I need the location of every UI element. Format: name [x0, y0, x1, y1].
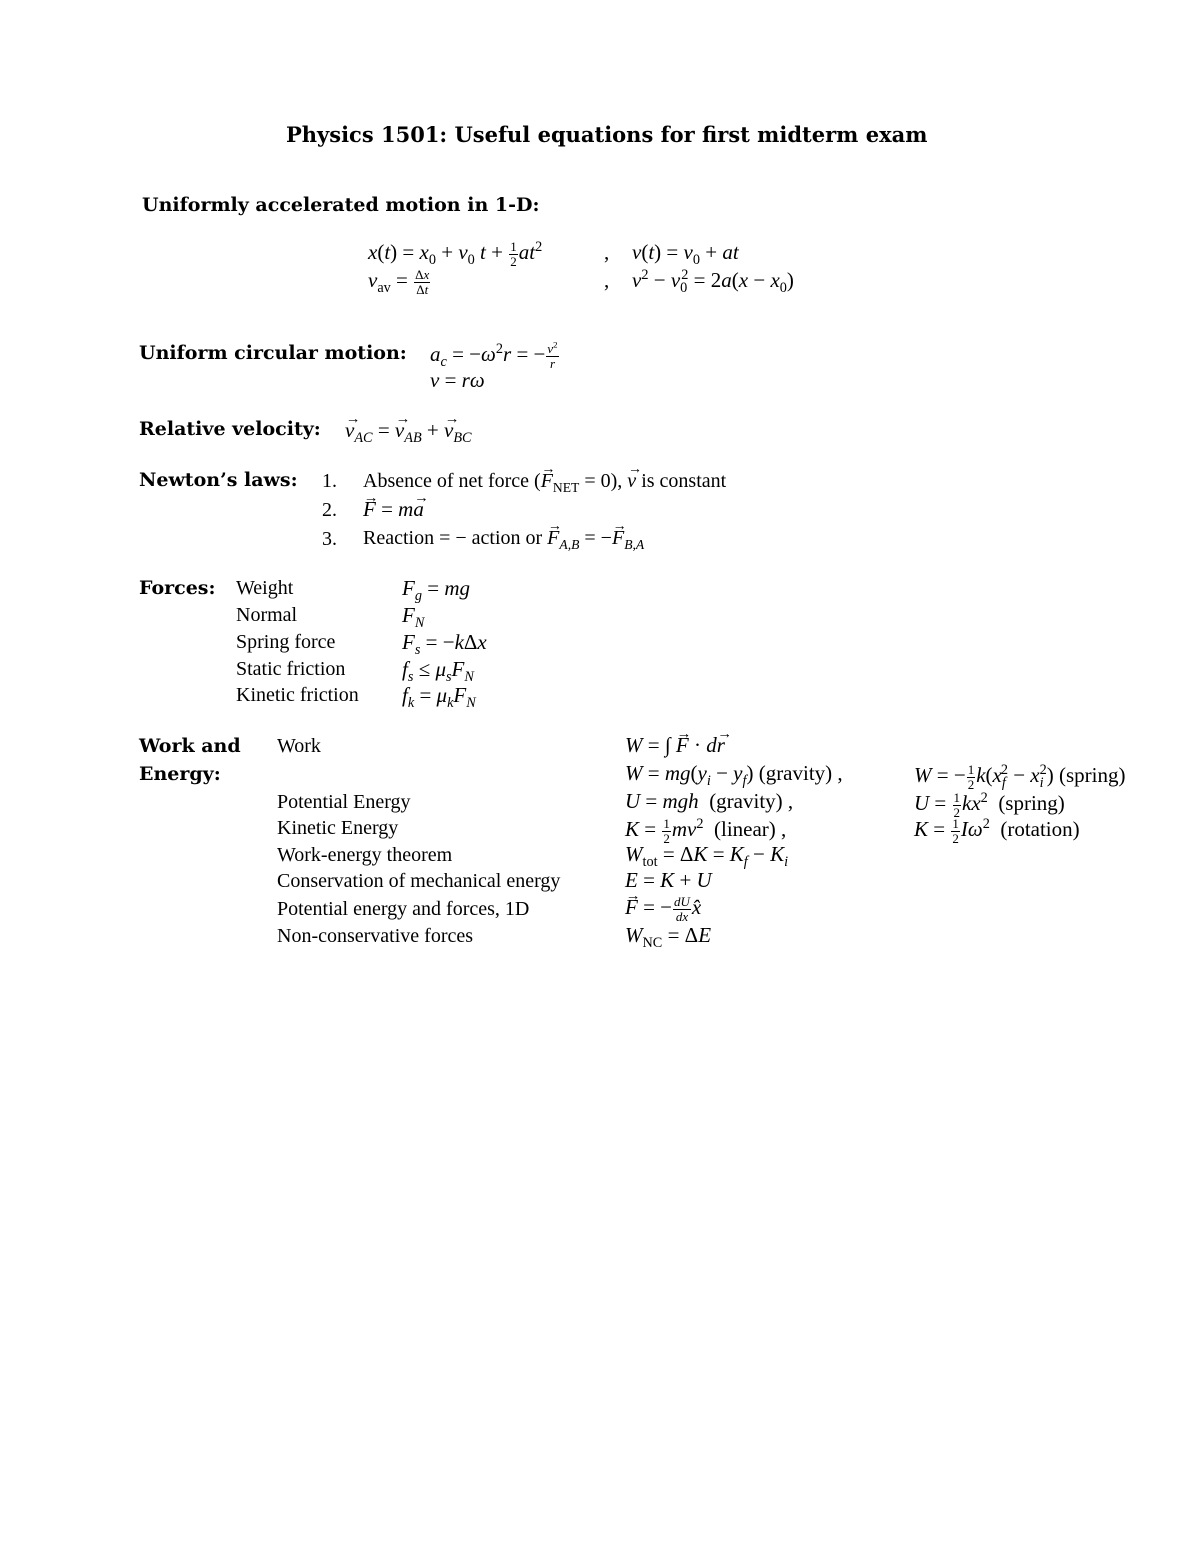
velocity-equation: $v(t) = v_0$ + at [632, 240, 739, 269]
force-name: Weight [236, 577, 294, 599]
normal-force-equation: $F_N$ [402, 603, 425, 632]
mechanical-energy-equation: E = K + U [625, 868, 712, 892]
work-gravity-equation: $W = mg(y_i - y_f)$ (gravity) , [625, 761, 843, 790]
energy-row-name: Non-conservative forces [277, 925, 474, 947]
non-conservative-work-equation: $W_{NC} = \Delta E$ [625, 923, 712, 952]
centripetal-acceleration-equation: $a_c = -\omega^2r$ = − $\frac{v^2}{r}$ [430, 339, 558, 371]
average-velocity-equation: $v_{av}$ = $\frac{\Delta x}{\Delta t}$ [368, 267, 430, 297]
work-energy-theorem-equation: $W_{tot} = \Delta K = K_f - K_i$ [625, 842, 789, 871]
law-number: 3. [322, 528, 337, 550]
law-number: 1. [322, 470, 337, 492]
forces-heading: Forces: [139, 577, 216, 599]
energy-row-name: Work-energy theorem [277, 844, 453, 866]
energy-row-name: Conservation of mechanical energy [277, 870, 561, 892]
kinematics-heading: Uniformly accelerated motion in 1-D: [142, 194, 540, 216]
force-from-potential-equation: → F = − $\frac{dU}{dx}$ x̂ [625, 895, 701, 923]
newton-third-law: Reaction = − action or → $F_{A,B}$ = −→ $F_{B,A}$ [363, 528, 644, 548]
relative-velocity-equation: → $v_{AC}$ = → $v_{AB}$ + → $v_{BC}$ [345, 420, 472, 441]
energy-heading-line2: Energy: [139, 763, 221, 785]
position-equation: $x(t) = x_0 + v_0$ t + $\frac{1}{2}$ $at^2$ [368, 238, 543, 269]
separator-comma: , [604, 268, 610, 292]
kinetic-rotation-equation: K = $\frac{1}{2}$ $I\omega^2$ (rotation) [914, 815, 1080, 846]
energy-heading-line1: Work and [139, 735, 241, 757]
newton-heading: Newton’s laws: [139, 469, 298, 491]
page-title: Physics 1501: Useful equations for first midterm exam [286, 122, 928, 147]
tangential-velocity-equation: v = rω [430, 368, 485, 392]
velocity-squared-equation: $v^2 - v_0^2 = 2a(x - x_0)$ [632, 267, 794, 297]
force-name: Spring force [236, 631, 336, 653]
kinetic-friction-equation: $f_k = \mu_kF_N$ [402, 683, 476, 712]
force-name: Kinetic friction [236, 684, 359, 706]
newton-second-law: → F = m→ a [363, 499, 424, 520]
energy-row-name: Potential energy and forces, 1D [277, 898, 530, 920]
circular-heading: Uniform circular motion: [139, 342, 407, 364]
energy-row-name: Work [277, 735, 321, 757]
energy-row-name: Kinetic Energy [277, 817, 399, 839]
separator-comma: , [604, 240, 610, 264]
force-name: Static friction [236, 658, 346, 680]
law-number: 2. [322, 499, 337, 521]
spring-force-equation: $F_s = -k\Delta x$ [402, 630, 487, 659]
kinetic-linear-equation: K = $\frac{1}{2}$ $mv^2$ (linear) , [625, 815, 787, 846]
work-spring-equation: W = − $\frac{1}{2}$ $k(x_f^2 - x_i^2)$ (spring) [914, 761, 1126, 792]
weight-equation: $F_g$ = mg [402, 576, 470, 605]
relative-velocity-heading: Relative velocity: [139, 418, 321, 440]
force-name: Normal [236, 604, 298, 626]
newton-first-law: Absence of net force (→ $F_{NET} = 0$), → v is constant [363, 471, 726, 491]
work-integral-equation: W = ∫ → F · d→ r [625, 735, 725, 756]
potential-spring-equation: U = $\frac{1}{2}$ $kx^2$ (spring) [914, 789, 1065, 820]
potential-gravity-equation: U = mgh (gravity) , [625, 789, 794, 813]
energy-row-name: Potential Energy [277, 791, 411, 813]
static-friction-equation: $f_s \le \mu_sF_N$ [402, 657, 474, 686]
